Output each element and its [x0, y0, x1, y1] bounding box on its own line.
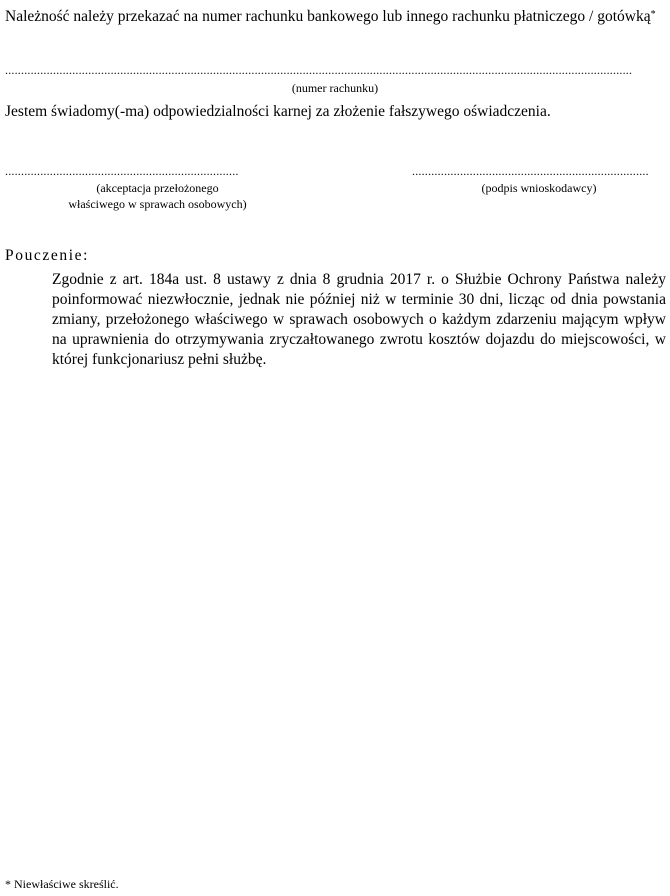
payment-instruction-text: Należność należy przekazać na numer rachunku bankowego lub innego rachunku płatniczego / gotówką	[5, 8, 651, 25]
instruction-title: Pouczenie:	[5, 247, 90, 264]
footnote: * Niewłaściwe skreślić.	[5, 877, 119, 891]
applicant-signature-caption: (podpis wnioskodawcy)	[481, 181, 597, 195]
supervisor-caption-line1: (akceptacja przełożonego	[96, 181, 219, 195]
supervisor-caption-line2: właściwego w sprawach osobowych)	[68, 197, 247, 211]
instruction-body: Zgodnie z art. 184a ust. 8 ustawy z dnia 8 grudnia 2017 r. o Służbie Ochrony Państwa należy poinformować niezwłocznie, jednak nie później niż w terminie 30 dni, licząc od dnia powstania zmiany, przełożonego właściwego w sprawach osobowych o każdym zdarzeniu mającym wpływ na uprawnienia do otrzymywania zryczałtowanego zwrotu kosztów dojazdu do miejscowości, w której funkcjonariusz pełni służbę.	[52, 271, 666, 368]
footnote-marker: *	[650, 9, 656, 20]
payment-instruction	[5, 4, 665, 28]
supervisor-signature-line: .........................................................................	[5, 165, 239, 177]
account-number-field: ....................................................................................................................................................................................................	[5, 64, 633, 76]
account-number-caption: (numer rachunku)	[291, 81, 379, 95]
declaration-statement: Jestem świadomy(-ma) odpowiedzialności karnej za złożenie fałszywego oświadczenia.	[5, 103, 551, 120]
supervisor-signature-caption	[5, 180, 310, 212]
applicant-signature-line: ..........................................................................	[412, 165, 649, 177]
